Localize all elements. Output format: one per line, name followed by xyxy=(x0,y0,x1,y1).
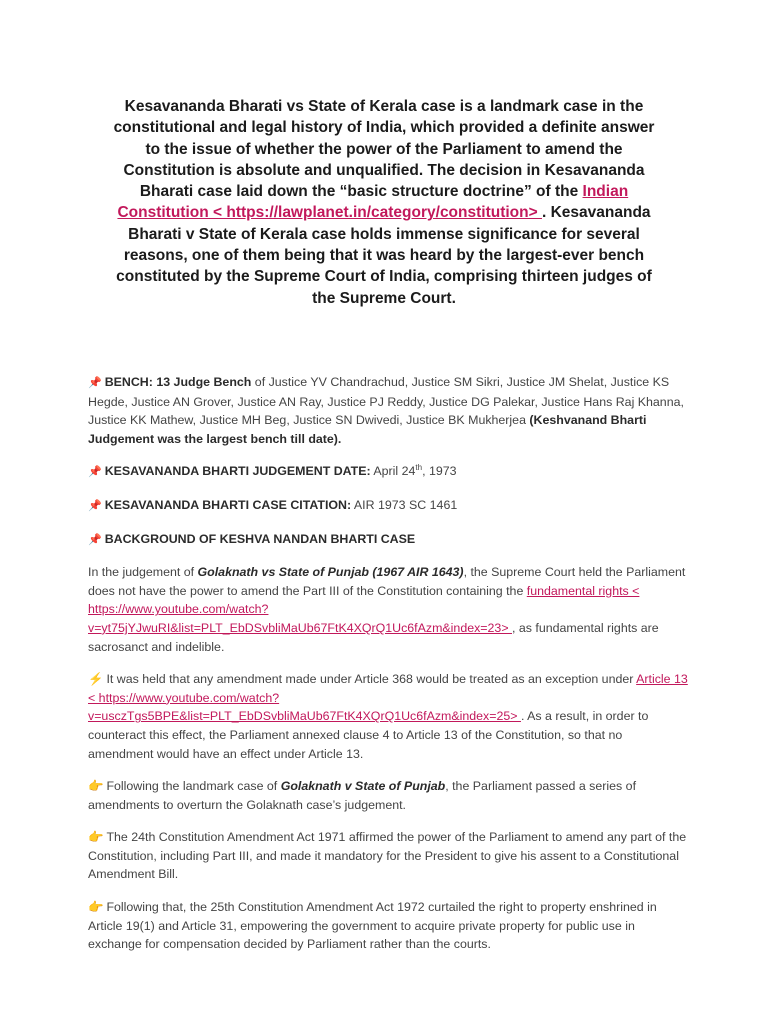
25th-amendment-paragraph xyxy=(88,898,688,954)
article-13-link[interactable]: Article 13 < https://www.youtube.com/watch?v=usczTgs5BPE&list=PLT_EbDSvbliMaUb67FtK4XQrQ1Uc6fAzm&index=25> xyxy=(88,672,688,724)
para4-text: The 24th Constitution Amendment Act 1971 affirmed the power of the Parliament to amend any part of the Constitution, including Part III, and made it mandatory for the President to give his assent to a Constitutional Amendment Bill. xyxy=(88,830,687,882)
bench-text: of Justice YV Chandrachud, Justice SM Sikri, Justice JM Shelat, Justice KS Hegde, Justice AN Grover, Justice AN Ray, Justice PJ Reddy, Justice DG Palekar, Justice Hans Raj Khanna, Justice KK Mathew, Justice MH Beg, Justice SN Dwivedi, Justice BK Mukherjea xyxy=(88,375,684,428)
intro-paragraph xyxy=(110,96,658,309)
para2-post: . As a result, in order to counteract this effect, the Parliament annexed clause 4 to Article 13 of the Constitution, so that no amendment would have an effect under Article 13. xyxy=(88,709,649,761)
para3-pre: Following the landmark case of xyxy=(106,779,281,794)
golaknath-case-name: Golaknath vs State of Punjab (1967 AIR 1643) xyxy=(197,565,464,580)
citation-paragraph xyxy=(88,496,688,516)
pushpin-icon: 📌 xyxy=(88,533,102,546)
citation-value: AIR 1973 SC 1461 xyxy=(351,497,458,512)
bench-paragraph xyxy=(88,373,688,448)
pointing-hand-icon: 👉 xyxy=(88,900,104,915)
indian-constitution-link[interactable]: Indian Constitution < https://lawplanet.in/category/constitution> xyxy=(117,183,629,222)
golaknath-case-name-2: Golaknath v State of Punjab xyxy=(280,779,446,794)
lightning-icon: ⚡ xyxy=(88,672,104,687)
pointing-hand-icon: 👉 xyxy=(88,830,104,845)
golaknath-paragraph xyxy=(88,563,688,656)
date-year: , 1973 xyxy=(422,464,457,479)
pushpin-icon: 📌 xyxy=(88,377,102,389)
date-label: KESAVANANDA BHARTI JUDGEMENT DATE: xyxy=(104,464,371,479)
pushpin-icon: 📌 xyxy=(88,499,102,512)
citation-label: KESAVANANDA BHARTI CASE CITATION: xyxy=(104,497,352,512)
background-label: BACKGROUND OF KESHVA NANDAN BHARTI CASE xyxy=(104,531,416,546)
24th-amendment-paragraph xyxy=(88,828,688,884)
article-368-paragraph xyxy=(88,670,688,763)
para2-pre: It was held that any amendment made under Article 368 would be treated as an exception under xyxy=(106,672,637,687)
background-heading xyxy=(88,530,688,550)
para5-text: Following that, the 25th Constitution Amendment Act 1972 curtailed the right to property enshrined in Article 19(1) and Article 31, empowering the government to acquire private property for public use in exchange for compensation decided by Parliament rather than the courts. xyxy=(88,900,657,952)
amendments-paragraph xyxy=(88,777,688,814)
para1-post: , as fundamental rights are sacrosanct and indelible. xyxy=(88,620,659,654)
document-body xyxy=(88,373,688,968)
date-value: April 24 xyxy=(370,464,416,479)
bench-note: (Keshvanand Bharti Judgement was the largest bench till date). xyxy=(88,413,647,446)
fundamental-rights-link[interactable]: fundamental rights < https://www.youtube.com/watch?v=yt75jYJwuRI&list=PLT_EbDSvbliMaUb67FtK4XQrQ1Uc6fAzm&index=23> xyxy=(88,583,640,635)
para1-mid: , the Supreme Court held the Parliament does not have the power to amend the Part III of the Constitution containing the xyxy=(88,565,686,598)
intro-text-2: . Kesavananda Bharati v State of Kerala case holds immense significance for several reasons, one of them being that it was heard by the largest-ever bench constituted by the Supreme Court of India, comprising thirteen judges of the Supreme Court. xyxy=(116,204,652,307)
bench-label: BENCH: 13 Judge Bench xyxy=(104,375,252,389)
para1-pre: In the judgement of xyxy=(88,565,198,580)
para3-post: , the Parliament passed a series of amendments to overturn the Golaknath case’s judgement. xyxy=(88,779,637,812)
intro-text-1: Kesavananda Bharati vs State of Kerala case is a landmark case in the constitutional and legal history of India, which provided a definite answer to the issue of whether the power of the Parliament to amend the Constitution is absolute and unqualified. The decision in Kesavananda Bharati case laid down the “basic structure doctrine” of the xyxy=(113,98,655,201)
judgement-date-paragraph xyxy=(88,462,688,482)
date-sup: th xyxy=(415,463,423,473)
pushpin-icon: 📌 xyxy=(88,466,102,479)
pointing-hand-icon: 👉 xyxy=(88,779,104,794)
